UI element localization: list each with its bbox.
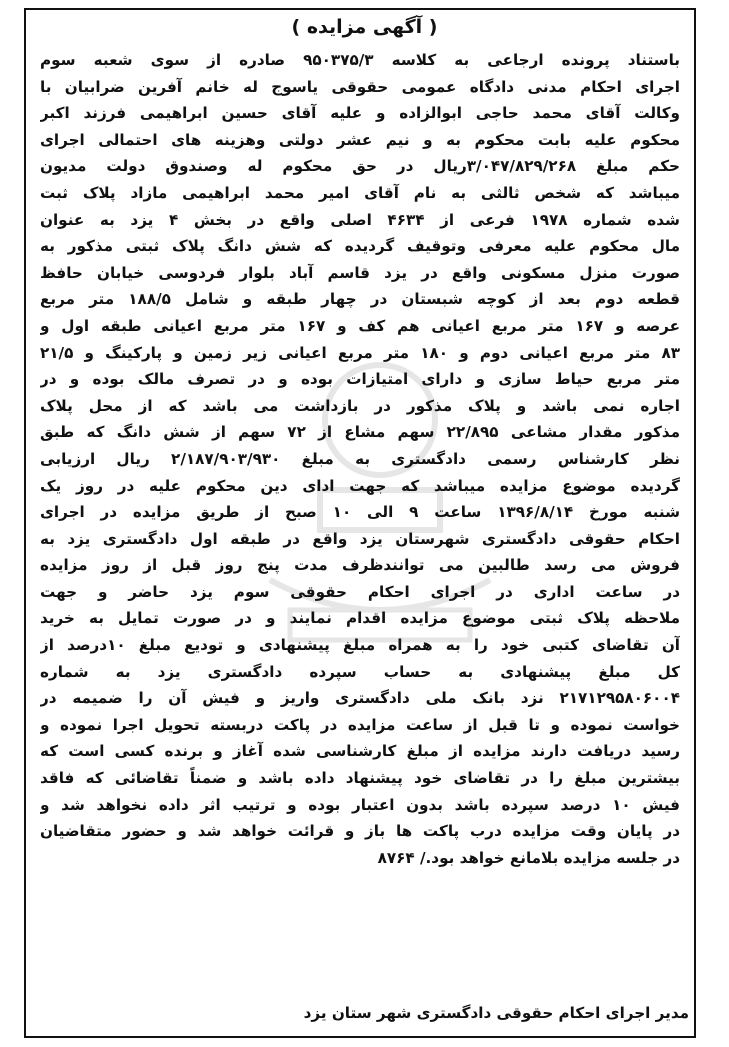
notice-line: در جلسه مزایده بلامانع خواهد بود./ ۸۷۶۴ bbox=[377, 848, 680, 867]
notice-line: مذکور مقدار مشاعی ۲۲/۸۹۵ سهم مشاع از ۷۲ سهم از شش دانگ که طبق bbox=[40, 423, 680, 442]
notice-signature: مدیر اجرای احکام حقوقی دادگستری شهر ستان یزد bbox=[303, 1004, 689, 1022]
notice-line: ملاحظه پلاک ثبتی موضوع مزایده اقدام نمایند و در صورت تمایل به خرید bbox=[40, 609, 680, 628]
notice-line: ۲۱۷۱۲۹۵۸۰۶۰۰۴ نزد بانک ملی دادگستری واریز و فیش آن را ضمیمه در bbox=[40, 689, 680, 708]
notice-line: بیشترین مبلغ را در تقاضای خود پیشنهاد داده باشد و ضمناً تقاضائی که فاقد bbox=[40, 769, 680, 788]
notice-line: اجاره نمی باشد و پلاک مذکور در بازداشت می باشد که از محل پلاک bbox=[40, 396, 680, 415]
notice-line: فروش می رسد طالبین می توانندظرف مدت پنج روز قبل از روز مزایده bbox=[40, 556, 680, 575]
notice-line: رسید دریافت دارند مزایده از مبلغ کارشناسی شده آغاز و برنده کسی است که bbox=[40, 742, 680, 761]
notice-line: باستناد پرونده ارجاعی به کلاسه ۹۵۰۳۷۵/۳ صادره از سوی شعبه سوم bbox=[40, 51, 680, 69]
notice-line: شنبه مورخ ۱۳۹۶/۸/۱۴ ساعت ۹ الی ۱۰ صبح از طریق مزایده در اجرای bbox=[40, 503, 680, 522]
notice-line: نظر کارشناس رسمی دادگستری به مبلغ ۲/۱۸۷/۹۰۳/۹۳۰ ریال ارزیابی bbox=[40, 449, 680, 468]
notice-line: مال محکوم علیه معرفی وتوقیف گردیده که شش دانگ پلاک ثبتی مذکور به bbox=[40, 237, 680, 256]
notice-body bbox=[40, 47, 680, 871]
notice-line: عرصه و ۱۶۷ متر مربع اعیانی هم کف و ۱۶۷ متر مربع اعیانی طبقه اول و bbox=[40, 316, 680, 335]
notice-line: گردیده موضوع مزایده میباشد که جهت ادای دین محکوم علیه در روز یک bbox=[40, 476, 680, 495]
notice-line: فیش ۱۰ درصد سپرده باشد بدون اعتبار بوده و ترتیب اثر داده نخواهد شد و bbox=[40, 795, 680, 814]
notice-line: وکالت آقای محمد حاجی ابوالزاده و علیه آقای حسین ابراهیمی فرزند اکبر bbox=[40, 104, 680, 123]
notice-line: کل مبلغ پیشنهادی به حساب سپرده دادگستری یزد به شماره bbox=[40, 662, 680, 681]
notice-line: آن تقاضای کتبی خود را به همراه مبلغ پیشنهادی و تودیع مبلغ ۱۰درصد از bbox=[40, 636, 680, 655]
notice-line: حکم مبلغ ۳/۰۴۷/۸۲۹/۲۶۸ریال در حق محکوم له وصندوق دولت مدیون bbox=[40, 157, 680, 176]
notice-line: متر مربع حیاط سازی و دارای امتیازات بوده و در تصرف مالک بوده و در bbox=[40, 370, 680, 389]
notice-line: ۸۳ متر مربع اعیانی دوم و ۱۸۰ متر مربع اعیانی زیر زمین و پارکینگ و ۲۱/۵ bbox=[40, 343, 680, 362]
notice-line: در پایان وقت مزایده درب پاکت ها باز و قرائت خواهد شد و حضور متقاضیان bbox=[40, 822, 680, 841]
notice-line: خواست نموده و تا قبل از ساعت مزایده در پاکت دربسته تحویل اجرا نموده و bbox=[40, 715, 680, 734]
notice-line: میباشد که شخص ثالثی به نام آقای امیر محمد ابراهیمی مازاد پلاک ثبت bbox=[40, 183, 680, 202]
notice-line: احکام حقوقی دادگستری شهرستان یزد واقع در طبقه اول دادگستری یزد به bbox=[40, 529, 680, 548]
notice-line: قطعه دوم بعد از کوچه شبستان در چهار طبقه و شامل ۱۸۸/۵ متر مربع bbox=[40, 290, 680, 309]
notice-line: صورت منزل مسکونی واقع در یزد قاسم آباد بلوار فردوسی خیابان حافظ bbox=[40, 263, 680, 282]
notice-title: ( آگهی مزایده ) bbox=[291, 16, 438, 38]
notice-line: محکوم علیه بابت محکوم به و نیم عشر دولتی وهزینه های احتمالی اجرای bbox=[40, 130, 680, 149]
notice-line: در ساعت اداری در اجرای احکام حقوقی سوم یزد حاضر و جهت bbox=[40, 582, 680, 601]
notice-line: شده شماره ۱۹۷۸ فرعی از ۴۶۳۴ اصلی واقع در بخش ۴ یزد به عنوان bbox=[40, 210, 680, 229]
notice-line: اجرای احکام مدنی دادگاه عمومی حقوقی یاسوج له خانم آفرین ضرابیان با bbox=[40, 77, 680, 96]
